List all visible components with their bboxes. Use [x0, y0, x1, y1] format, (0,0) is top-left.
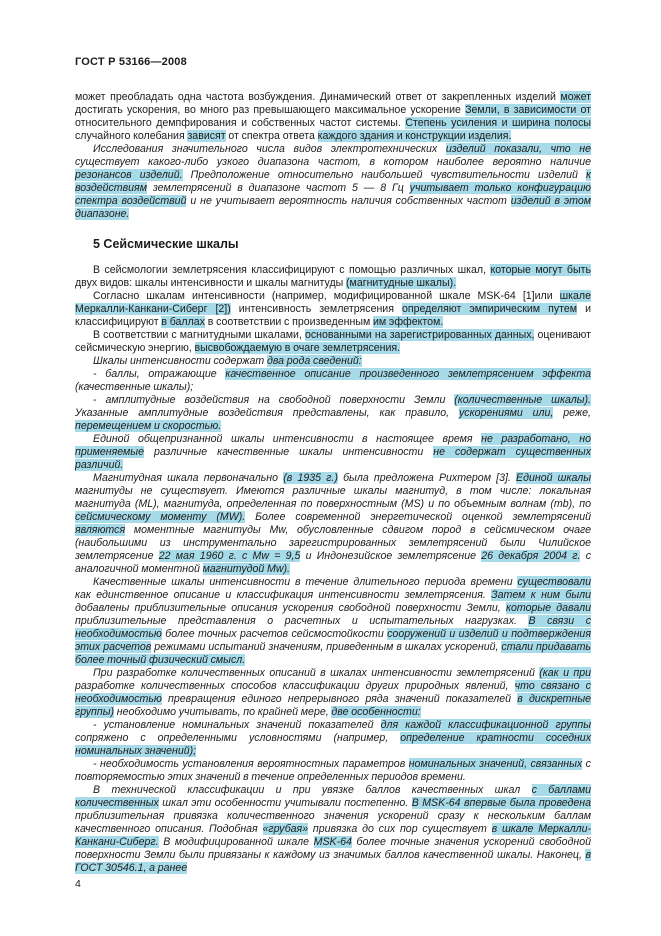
- highlighted-text-run: две особенности:: [331, 706, 421, 718]
- text-run: Шкалы интенсивности содержат: [93, 355, 267, 367]
- paragraph: [75, 667, 591, 719]
- text-run: В технической классификации и при увязке баллов качественных шкал: [93, 784, 532, 796]
- highlighted-text-run: изделий показали, что не: [445, 143, 591, 155]
- text-run: (качественные шкалы);: [75, 381, 194, 393]
- text-run: В сейсмологии землетрясения классифицируют с помощью различных шкал,: [93, 264, 491, 276]
- paragraph: [75, 394, 591, 433]
- highlighted-text-run: к воздействиям: [75, 169, 591, 194]
- highlighted-text-run: в ГОСТ 30546.1, а ранее: [75, 849, 591, 874]
- text-run: необходимо учитывать, по крайней мере,: [114, 706, 332, 718]
- text-run: Более современной энергетической оценкой землетрясений: [245, 511, 591, 523]
- highlighted-text-run: Земли, в зависимости от: [465, 104, 591, 116]
- text-run: привязка до сих пор существует: [308, 823, 492, 835]
- text-run: различные качественные шкалы интенсивности: [143, 446, 434, 458]
- highlighted-text-run: ускорениями или,: [458, 407, 554, 419]
- highlighted-text-run: не разработано, но применяемые: [75, 433, 591, 458]
- highlighted-text-run: для каждой классификационной группы: [380, 719, 591, 731]
- paragraph: [75, 433, 591, 472]
- paragraph: [75, 758, 591, 784]
- paragraph: [75, 329, 591, 355]
- highlighted-text-run: 26 декабря 2004 г.: [481, 550, 581, 562]
- text-run: Магнитудная шкала первоначально: [93, 472, 284, 484]
- highlighted-text-run: В MSK-64 впервые была проведена: [411, 797, 591, 809]
- text-run: приблизительная привязка количественного значения ускорений сразу к нескольким баллам качественного описания. Подобная: [75, 810, 591, 835]
- text-run: более точных расчетов сейсмостойкости: [161, 628, 388, 640]
- text-run: - установление номинальных значений показателей: [93, 719, 381, 731]
- highlighted-text-run: с баллами количественных: [75, 784, 591, 809]
- highlighted-text-run: учитывает только конфигурацию спектра воздействий: [75, 182, 591, 207]
- highlighted-text-run: не содержат существенных различий.: [75, 446, 592, 471]
- text-run: была предложена Рихтером [3].: [337, 472, 517, 484]
- text-run: и не учитывает вероятность наличия собственных частот: [186, 195, 511, 207]
- text-run: шкал эти особенности учитывали постепенно.: [158, 797, 412, 809]
- text-run: с повторяемостью этих значений в течение определенных периодов времени.: [75, 758, 591, 783]
- highlighted-text-run: которые могут быть: [490, 264, 591, 276]
- paragraph: [75, 355, 591, 368]
- highlighted-text-run: им эффектом.: [372, 316, 444, 328]
- paragraph: [75, 719, 591, 758]
- highlighted-text-run: каждого здания и конструкции изделия.: [317, 130, 512, 142]
- text-run: оценивают сейсмическую энергию,: [75, 329, 592, 354]
- paragraph: [75, 368, 591, 394]
- highlighted-text-run: (в 1935 г.): [283, 472, 338, 484]
- text-run: - баллы, отражающие: [93, 368, 226, 380]
- paragraph: [75, 290, 591, 329]
- paragraph: [75, 264, 591, 290]
- text-run: относительного демпфирования и собственных частот системы.: [75, 117, 406, 129]
- highlighted-text-run: Единой шкалы: [516, 472, 591, 484]
- text-run: Предположение относительно наибольшей чувствительности изделий: [182, 169, 586, 181]
- text-run: Согласно шкалам интенсивности (например, модифицированной шкале MSK-64 [1]или: [93, 290, 560, 302]
- highlighted-text-run: Затем к ним были: [491, 589, 591, 601]
- paragraph: [75, 576, 591, 667]
- paragraph: [75, 784, 591, 875]
- highlighted-text-run: Степень усиления и ширина полосы: [405, 117, 591, 129]
- highlighted-text-run: качественное описание произведенного землетрясением эффекта: [225, 368, 591, 380]
- highlighted-text-run: сейсмическому моменту (MW).: [75, 511, 246, 523]
- highlighted-text-run: перемещением и скоростью.: [75, 420, 222, 432]
- highlighted-text-run: может: [560, 91, 591, 103]
- text-run: от спектра ответа: [225, 130, 318, 142]
- text-run: реже,: [553, 407, 591, 419]
- text-run: с аналогичной моментной: [75, 550, 591, 575]
- page-number: 4: [75, 878, 81, 890]
- text-run: более точные значения ускорений свободной поверхности Земли были привязаны к каждому из значимых баллов качественной шкалы. Наконец,: [75, 836, 591, 861]
- highlighted-text-run: MSK-64: [313, 836, 352, 848]
- highlighted-text-run: сооружений и изделий и подтверждения этих расчетов: [75, 628, 591, 653]
- highlighted-text-run: существовали: [517, 576, 591, 588]
- highlighted-text-run: определение кратности соседних номинальных значений);: [75, 732, 591, 757]
- text-run: добавлены приблизительные описания ускорения свободной поверхности Земли,: [75, 602, 506, 614]
- text-run: и классифицируют: [75, 303, 591, 328]
- highlighted-text-run: шкале Меркалли-Канкани-Сиберг [2]): [75, 290, 591, 315]
- highlighted-text-run: магнитудой Mw).: [202, 563, 290, 575]
- highlighted-text-run: 22 мая 1960 г. с Mw = 9,5: [158, 550, 301, 562]
- text-run: и Индонезийское землетрясение: [300, 550, 482, 562]
- text-run: интенсивность землетрясения: [230, 303, 402, 315]
- highlighted-text-run: резонансов изделий.: [75, 169, 183, 181]
- highlighted-text-run: основанными на зарегистрированных данных,: [304, 329, 535, 341]
- highlighted-text-run: (магнитудные шкалы).: [346, 277, 457, 289]
- highlighted-text-run: в шкале Меркалли-Канкани-Сиберг.: [75, 823, 592, 848]
- highlighted-text-run: В связи с необходимостью: [75, 615, 591, 640]
- text-run: режимами испытаний значениям, приведенным в шкалах ускорений,: [151, 641, 502, 653]
- text-run: землетрясений в диапазоне частот 5 — 8 Гц: [146, 182, 410, 194]
- highlighted-text-run: зависят: [187, 130, 226, 142]
- document-body: [75, 91, 591, 875]
- text-run: сопряжено с определенными условностями (например,: [75, 732, 401, 744]
- text-run: существует какого-либо узкого диапазона частот, в котором наиболее вероятно наличие: [75, 156, 591, 168]
- highlighted-text-run: (количественные шкалы).: [454, 394, 591, 406]
- text-run: В модифицированной шкале: [158, 836, 314, 848]
- highlighted-text-run: (как и при: [539, 667, 591, 679]
- highlighted-text-run: что связано с необходимостью: [75, 680, 591, 705]
- text-run: - амплитудные воздействия на свободной поверхности Земли: [93, 394, 455, 406]
- text-run: как единственное описание и классификация интенсивности землетрясения.: [75, 589, 492, 601]
- text-run: разработке количественных способов классификации других природных явлений,: [75, 680, 515, 692]
- highlighted-text-run: «грубая»: [262, 823, 309, 835]
- text-run: достигать ускорения, во много раз превышающего максимальное ускорение: [75, 104, 466, 116]
- highlighted-text-run: высвобождаемую в очаге землетрясения.: [194, 342, 401, 354]
- highlighted-text-run: изделий в этом диапазоне.: [75, 195, 591, 220]
- highlighted-text-run: в дискретные группы): [75, 693, 592, 718]
- highlighted-text-run: которые давали: [505, 602, 591, 614]
- text-run: превращения единого непрерывного ряда значений показателей: [161, 693, 518, 705]
- highlighted-text-run: определяют эмпирическим путем: [401, 303, 578, 315]
- text-run: При разработке количественных описаний в шкалах интенсивности землетрясений: [93, 667, 540, 679]
- highlighted-text-run: в баллах: [161, 316, 205, 328]
- text-run: - необходимость установления вероятностных параметров: [93, 758, 409, 770]
- paragraph: [75, 143, 591, 221]
- paragraph: [75, 91, 591, 143]
- text-run: в соответствии с произведенным: [204, 316, 373, 328]
- document-header-standard-number: ГОСТ Р 53166—2008: [75, 56, 187, 68]
- section-heading: 5 Сейсмические шкалы: [93, 237, 239, 251]
- highlighted-text-run: два рода сведений:: [266, 355, 362, 367]
- text-run: В соответствии с магнитудными шкалами,: [93, 329, 305, 341]
- highlighted-text-run: являются: [75, 524, 126, 536]
- highlighted-text-run: номинальных значений, связанных: [408, 758, 583, 770]
- highlighted-text-run: стали придавать более точный физический смысл.: [75, 641, 591, 666]
- paragraph: [75, 472, 591, 576]
- text-run: магнитуды не существует. Имеются различные шкалы магнитуд, в том числе: локальная магнитуда (ML), магнитуда, определенная по поверхностным (MS) и по объемным волнам (mb), по: [75, 485, 591, 510]
- text-run: Указанные амплитудные воздействия представлены, как правило,: [75, 407, 459, 419]
- text-run: приблизительные представления о расчетных и испытательных нагрузках.: [75, 615, 529, 627]
- text-run: двух видов: шкалы интенсивности и шкалы магнитуды: [75, 277, 347, 289]
- text-run: случайного колебания: [75, 130, 188, 142]
- text-run: моментные магнитуды Mw, обусловленные сдвигом пород в сейсмическом очаге (наибольшими из инструментально зарегистрированных землетрясений были Чилийское землетрясение: [75, 524, 591, 562]
- text-run: может преобладать одна частота возбуждения. Динамический ответ от закрепленных изделий: [75, 91, 561, 103]
- text-run: Исследования значительного числа видов электротехнических: [93, 143, 446, 155]
- text-run: Единой общепризнанной шкалы интенсивности в настоящее время: [93, 433, 482, 445]
- text-run: Качественные шкалы интенсивности в течение длительного периода времени: [93, 576, 518, 588]
